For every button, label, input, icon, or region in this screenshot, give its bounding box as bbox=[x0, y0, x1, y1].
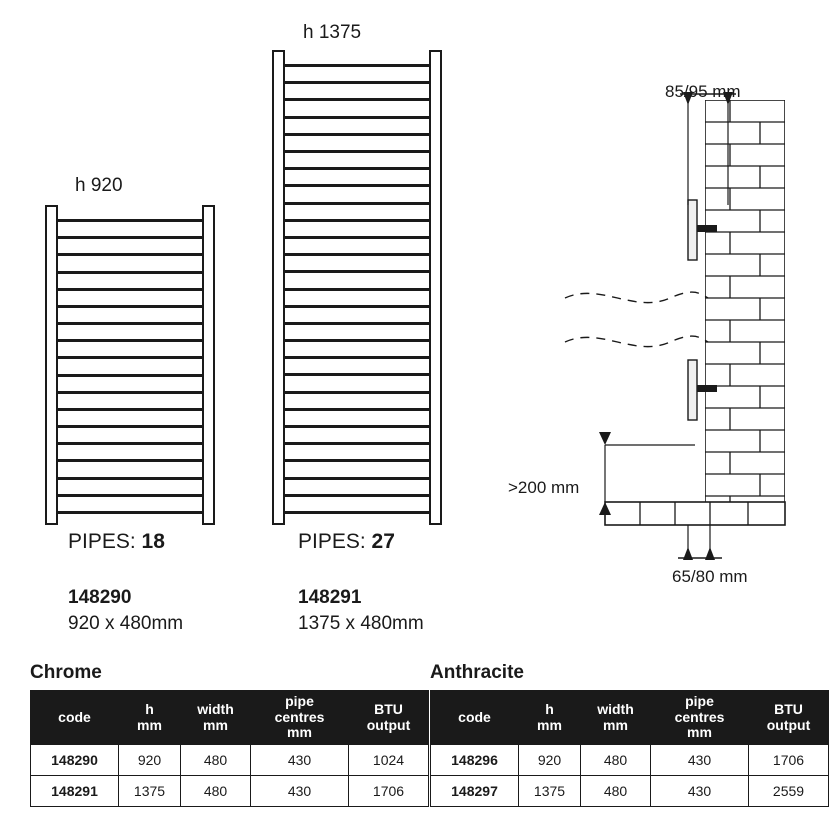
radiator-bar bbox=[283, 477, 431, 480]
radiator-bar bbox=[283, 184, 431, 187]
table-cell: 480 bbox=[181, 745, 251, 776]
table-cell: 430 bbox=[651, 776, 749, 807]
radiator-bar bbox=[283, 98, 431, 101]
product-2-pipes-count: 27 bbox=[371, 530, 395, 553]
table-cell: 430 bbox=[251, 776, 349, 807]
product-1-size: 920 x 480mm bbox=[68, 612, 184, 634]
chrome-table-body bbox=[31, 745, 429, 807]
radiator-bar bbox=[283, 253, 431, 256]
radiator-bar bbox=[56, 271, 204, 274]
radiator-bar bbox=[283, 81, 431, 84]
table-header-cell: BTU output bbox=[349, 691, 429, 745]
radiator-bar bbox=[283, 167, 431, 170]
product-2-height-label: h 1375 bbox=[303, 22, 362, 43]
radiator-bar bbox=[283, 116, 431, 119]
product-1-pipes bbox=[68, 530, 165, 554]
radiator-bar bbox=[283, 219, 431, 222]
radiator-bar bbox=[56, 288, 204, 291]
radiator-bar bbox=[283, 391, 431, 394]
table-cell: 480 bbox=[581, 776, 651, 807]
product-2-code: 148291 bbox=[298, 587, 362, 608]
radiator-bars bbox=[56, 205, 204, 525]
radiator-bar bbox=[283, 459, 431, 462]
radiator-bar bbox=[56, 425, 204, 428]
table-cell-code: 148290 bbox=[31, 745, 119, 776]
table-row bbox=[431, 745, 829, 776]
radiator-bar bbox=[56, 511, 204, 514]
table-cell: 1375 bbox=[119, 776, 181, 807]
product-1-info bbox=[68, 585, 183, 636]
radiator-bar bbox=[283, 133, 431, 136]
table-cell: 1375 bbox=[519, 776, 581, 807]
anthracite-table-block bbox=[430, 662, 828, 807]
radiator-bar bbox=[283, 236, 431, 239]
table-header-cell: BTU output bbox=[749, 691, 829, 745]
product-1-height-label: h 920 bbox=[75, 175, 123, 196]
table-cell: 430 bbox=[251, 745, 349, 776]
table-header-cell: code bbox=[431, 691, 519, 745]
radiator-bar bbox=[283, 150, 431, 153]
product-1-pipes-count: 18 bbox=[141, 530, 165, 553]
radiator-bar bbox=[283, 494, 431, 497]
table-cell: 1706 bbox=[349, 776, 429, 807]
table-cell: 430 bbox=[651, 745, 749, 776]
anthracite-table-body bbox=[431, 745, 829, 807]
table-header-cell: code bbox=[31, 691, 119, 745]
table-cell: 480 bbox=[581, 745, 651, 776]
dimension-bottom-label: 65/80 mm bbox=[672, 567, 748, 586]
product-2-pipes bbox=[298, 530, 395, 554]
product-1-pipes-label: PIPES: bbox=[68, 530, 136, 553]
radiator-bars bbox=[283, 50, 431, 525]
radiator-bar bbox=[283, 356, 431, 359]
anthracite-spec-table bbox=[430, 690, 829, 807]
table-header-cell: pipe centres mm bbox=[651, 691, 749, 745]
chrome-table-block bbox=[30, 662, 428, 807]
radiator-bar bbox=[283, 322, 431, 325]
table-cell: 2559 bbox=[749, 776, 829, 807]
radiator-bar bbox=[56, 442, 204, 445]
radiator-bar bbox=[283, 202, 431, 205]
table-header-row bbox=[31, 691, 429, 745]
table-cell: 1706 bbox=[749, 745, 829, 776]
radiator-bar bbox=[283, 373, 431, 376]
table-header-cell: h mm bbox=[519, 691, 581, 745]
chrome-spec-table bbox=[30, 690, 429, 807]
floor bbox=[605, 502, 785, 525]
product-2-pipes-label: PIPES: bbox=[298, 530, 366, 553]
radiator-bar bbox=[56, 253, 204, 256]
table-cell: 1024 bbox=[349, 745, 429, 776]
table-cell-code: 148296 bbox=[431, 745, 519, 776]
radiator-bar bbox=[56, 391, 204, 394]
radiator-bar bbox=[56, 494, 204, 497]
radiator-bar bbox=[56, 322, 204, 325]
table-row bbox=[31, 776, 429, 807]
brick-wall bbox=[705, 100, 785, 525]
radiator-bar bbox=[56, 477, 204, 480]
anthracite-table-title: Anthracite bbox=[430, 662, 524, 683]
table-header-row bbox=[431, 691, 829, 745]
radiator-bar bbox=[283, 288, 431, 291]
radiator-bar bbox=[283, 305, 431, 308]
radiator-bar bbox=[283, 442, 431, 445]
dimension-floor-clearance-label: >200 mm bbox=[508, 478, 580, 497]
table-cell: 480 bbox=[181, 776, 251, 807]
radiator-bar bbox=[56, 356, 204, 359]
radiator-bar bbox=[283, 270, 431, 273]
radiator-drawing-1375 bbox=[272, 50, 442, 525]
radiator-bar bbox=[283, 425, 431, 428]
radiator-bar bbox=[56, 339, 204, 342]
dimension-top-label: 85/95 mm bbox=[665, 82, 741, 101]
chrome-table-head bbox=[31, 691, 429, 745]
radiator-drawing-920 bbox=[45, 205, 215, 525]
table-header-cell: h mm bbox=[119, 691, 181, 745]
table-cell-code: 148291 bbox=[31, 776, 119, 807]
product-2-info bbox=[298, 585, 424, 636]
radiator-bar bbox=[283, 511, 431, 514]
dimension-bottom bbox=[678, 525, 722, 560]
break-line bbox=[565, 292, 708, 347]
chrome-table-title: Chrome bbox=[30, 662, 102, 683]
radiator-bar bbox=[56, 408, 204, 411]
product-2-size: 1375 x 480mm bbox=[298, 612, 424, 634]
anthracite-table-head bbox=[431, 691, 829, 745]
wall-mounting-diagram bbox=[560, 60, 830, 600]
radiator-bar bbox=[56, 374, 204, 377]
radiator-bar bbox=[56, 219, 204, 222]
radiator-bar bbox=[283, 408, 431, 411]
table-header-cell: pipe centres mm bbox=[251, 691, 349, 745]
table-cell-code: 148297 bbox=[431, 776, 519, 807]
table-header-cell: width mm bbox=[581, 691, 651, 745]
radiator-bar bbox=[56, 305, 204, 308]
radiator-bar bbox=[283, 339, 431, 342]
radiator-bar bbox=[283, 64, 431, 67]
table-row bbox=[31, 745, 429, 776]
table-cell: 920 bbox=[519, 745, 581, 776]
table-header-cell: width mm bbox=[181, 691, 251, 745]
table-cell: 920 bbox=[119, 745, 181, 776]
radiator-bar bbox=[56, 459, 204, 462]
radiator-bar bbox=[56, 236, 204, 239]
table-row bbox=[431, 776, 829, 807]
product-1-code: 148290 bbox=[68, 587, 132, 608]
